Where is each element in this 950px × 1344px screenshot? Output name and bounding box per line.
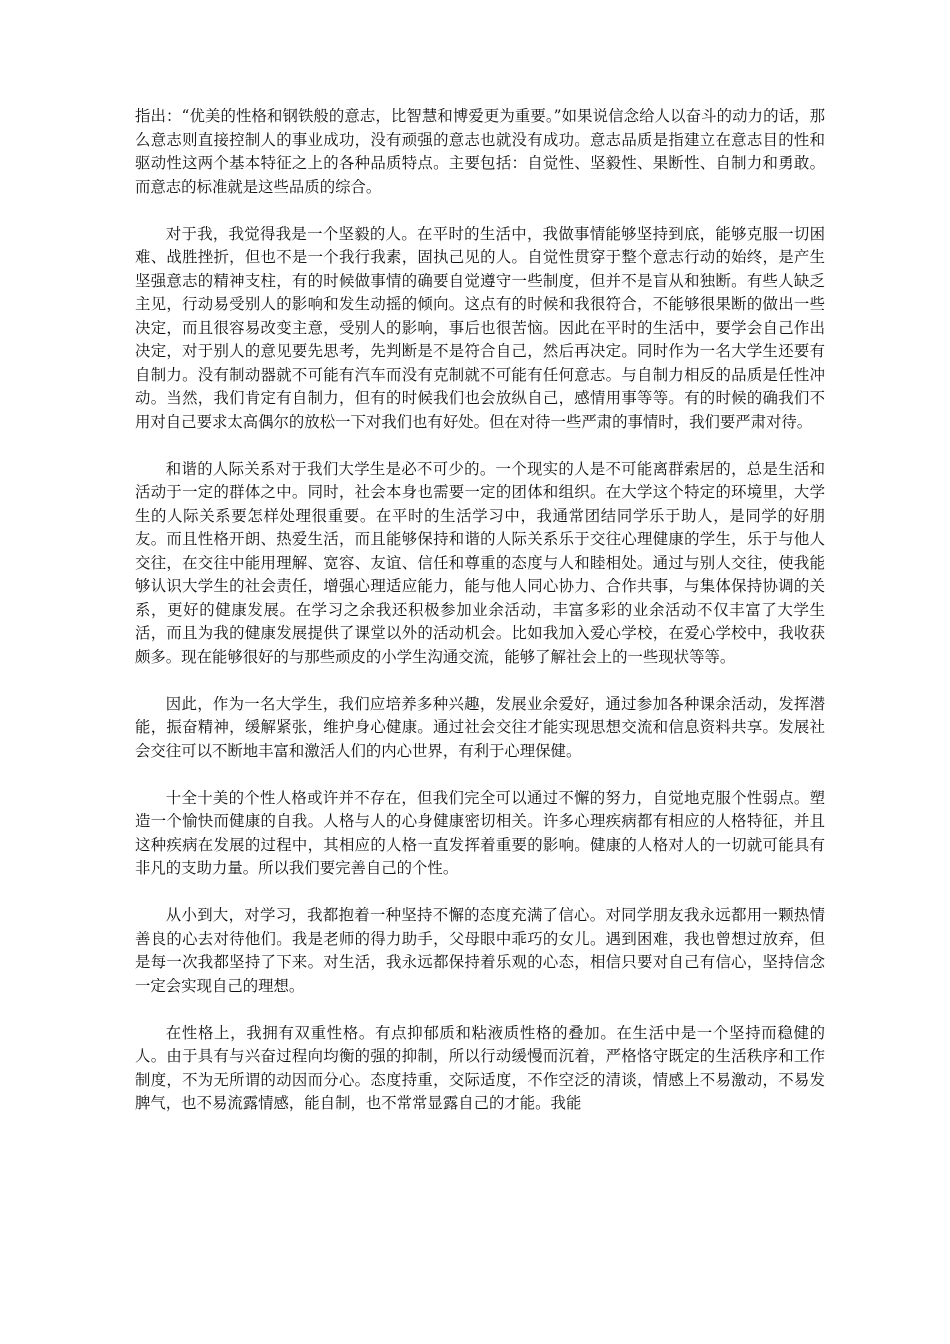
paragraph-5: 十全十美的个性人格或许并不存在，但我们完全可以通过不懈的努力，自觉地克服个性弱点。塑造一个愉快而健康的自我。人格与人的心身健康密切相关。许多心理疾病都有相应的人格特征，并且这种疾病在发展的过程中，其相应的人格一直发挥着重要的影响。健康的人格对人的一切就可能具有非凡的支助力量。所以我们要完善自己的个性。: [135, 788, 825, 877]
paragraph-4: 因此，作为一名大学生，我们应培养多种兴趣，发展业余爱好，通过参加各种课余活动，发挥潜能，振奋精神，缓解紧张，维护身心健康。通过社会交往才能实现思想交流和信息资料共享。发展社会交往可以不断地丰富和激活人们的内心世界，有利于心理保健。: [135, 694, 825, 760]
paragraph-3: 和谐的人际关系对于我们大学生是必不可少的。一个现实的人是不可能离群索居的，总是生活和活动于一定的群体之中。同时，社会本身也需要一定的团体和组织。在大学这个特定的环境里，大学生的人际关系要怎样处理很重要。在平时的生活学习中，我通常团结同学乐于助人，是同学的好朋友。而且性格开朗、热爱生活，而且能够保持和谐的人际关系乐于交往心理健康的学生，乐于与他人交往，在交往中能用理解、宽容、友谊、信任和尊重的态度与人和睦相处。通过与别人交往，使我能够认识大学生的社会责任，增强心理适应能力，能与他人同心协力、合作共事，与集体保持协调的关系，更好的健康发展。在学习之余我还积极参加业余活动，丰富多彩的业余活动不仅丰富了大学生活，而且为我的健康发展提供了课堂以外的活动机会。比如我加入爱心学校，在爱心学校中，我收获颇多。现在能够很好的与那些顽皮的小学生沟通交流，能够了解社会上的一些现状等等。: [135, 459, 825, 666]
paragraph-2: 对于我，我觉得我是一个坚毅的人。在平时的生活中，我做事情能够坚持到底，能够克服一切困难、战胜挫折，但也不是一个我行我素，固执己见的人。自觉性贯穿于整个意志行动的始终，是产生坚强意志的精神支柱，有的时候做事情的确要自觉遵守一些制度，但并不是盲从和独断。有些人缺乏主见，行动易受别人的影响和发生动摇的倾向。这点有的时候和我很符合，不能够很果断的做出一些决定，而且很容易改变主意，受别人的影响，事后也很苦恼。因此在平时的生活中，要学会自己作出决定，对于别人的意见要先思考，先判断是不是符合自己，然后再决定。同时作为一名大学生还要有自制力。没有制动器就不可能有汽车而没有克制就不可能有任何意志。与自制力相反的品质是任性冲动。当然，我们肯定有自制力，但有的时候我们也会放纵自己，感情用事等等。有的时候的确我们不用对自己要求太高偶尔的放松一下对我们也有好处。但在对待一些严肃的事情时，我们要严肃对待。: [135, 224, 825, 431]
paragraph-1: 指出：“优美的性格和钢铁般的意志，比智慧和博爱更为重要。”如果说信念给人以奋斗的动力的话，那么意志则直接控制人的事业成功，没有顽强的意志也就没有成功。意志品质是指建立在意志目的性和驱动性这两个基本特征之上的各种品质特点。主要包括：自觉性、坚毅性、果断性、自制力和勇敢。而意志的标准就是这些品质的综合。: [135, 107, 825, 196]
paragraph-6: 从小到大，对学习，我都抱着一种坚持不懈的态度充满了信心。对同学朋友我永远都用一颗热情善良的心去对待他们。我是老师的得力助手，父母眼中乖巧的女儿。遇到困难，我也曾想过放弃，但是每一次我都坚持了下来。对生活，我永远都保持着乐观的心态，相信只要对自己有信心，坚持信念一定会实现自己的理想。: [135, 906, 825, 995]
paragraph-7: 在性格上，我拥有双重性格。有点抑郁质和粘液质性格的叠加。在生活中是一个坚持而稳健的人。由于具有与兴奋过程向均衡的强的抑制，所以行动缓慢而沉着，严格恪守既定的生活秩序和工作制度，不为无所谓的动因而分心。态度持重，交际适度，不作空泛的清谈，情感上不易激动，不易发脾气，也不易流露情感，能自制，也不常常显露自己的才能。我能: [135, 1023, 825, 1112]
document-page: [135, 105, 825, 1139]
